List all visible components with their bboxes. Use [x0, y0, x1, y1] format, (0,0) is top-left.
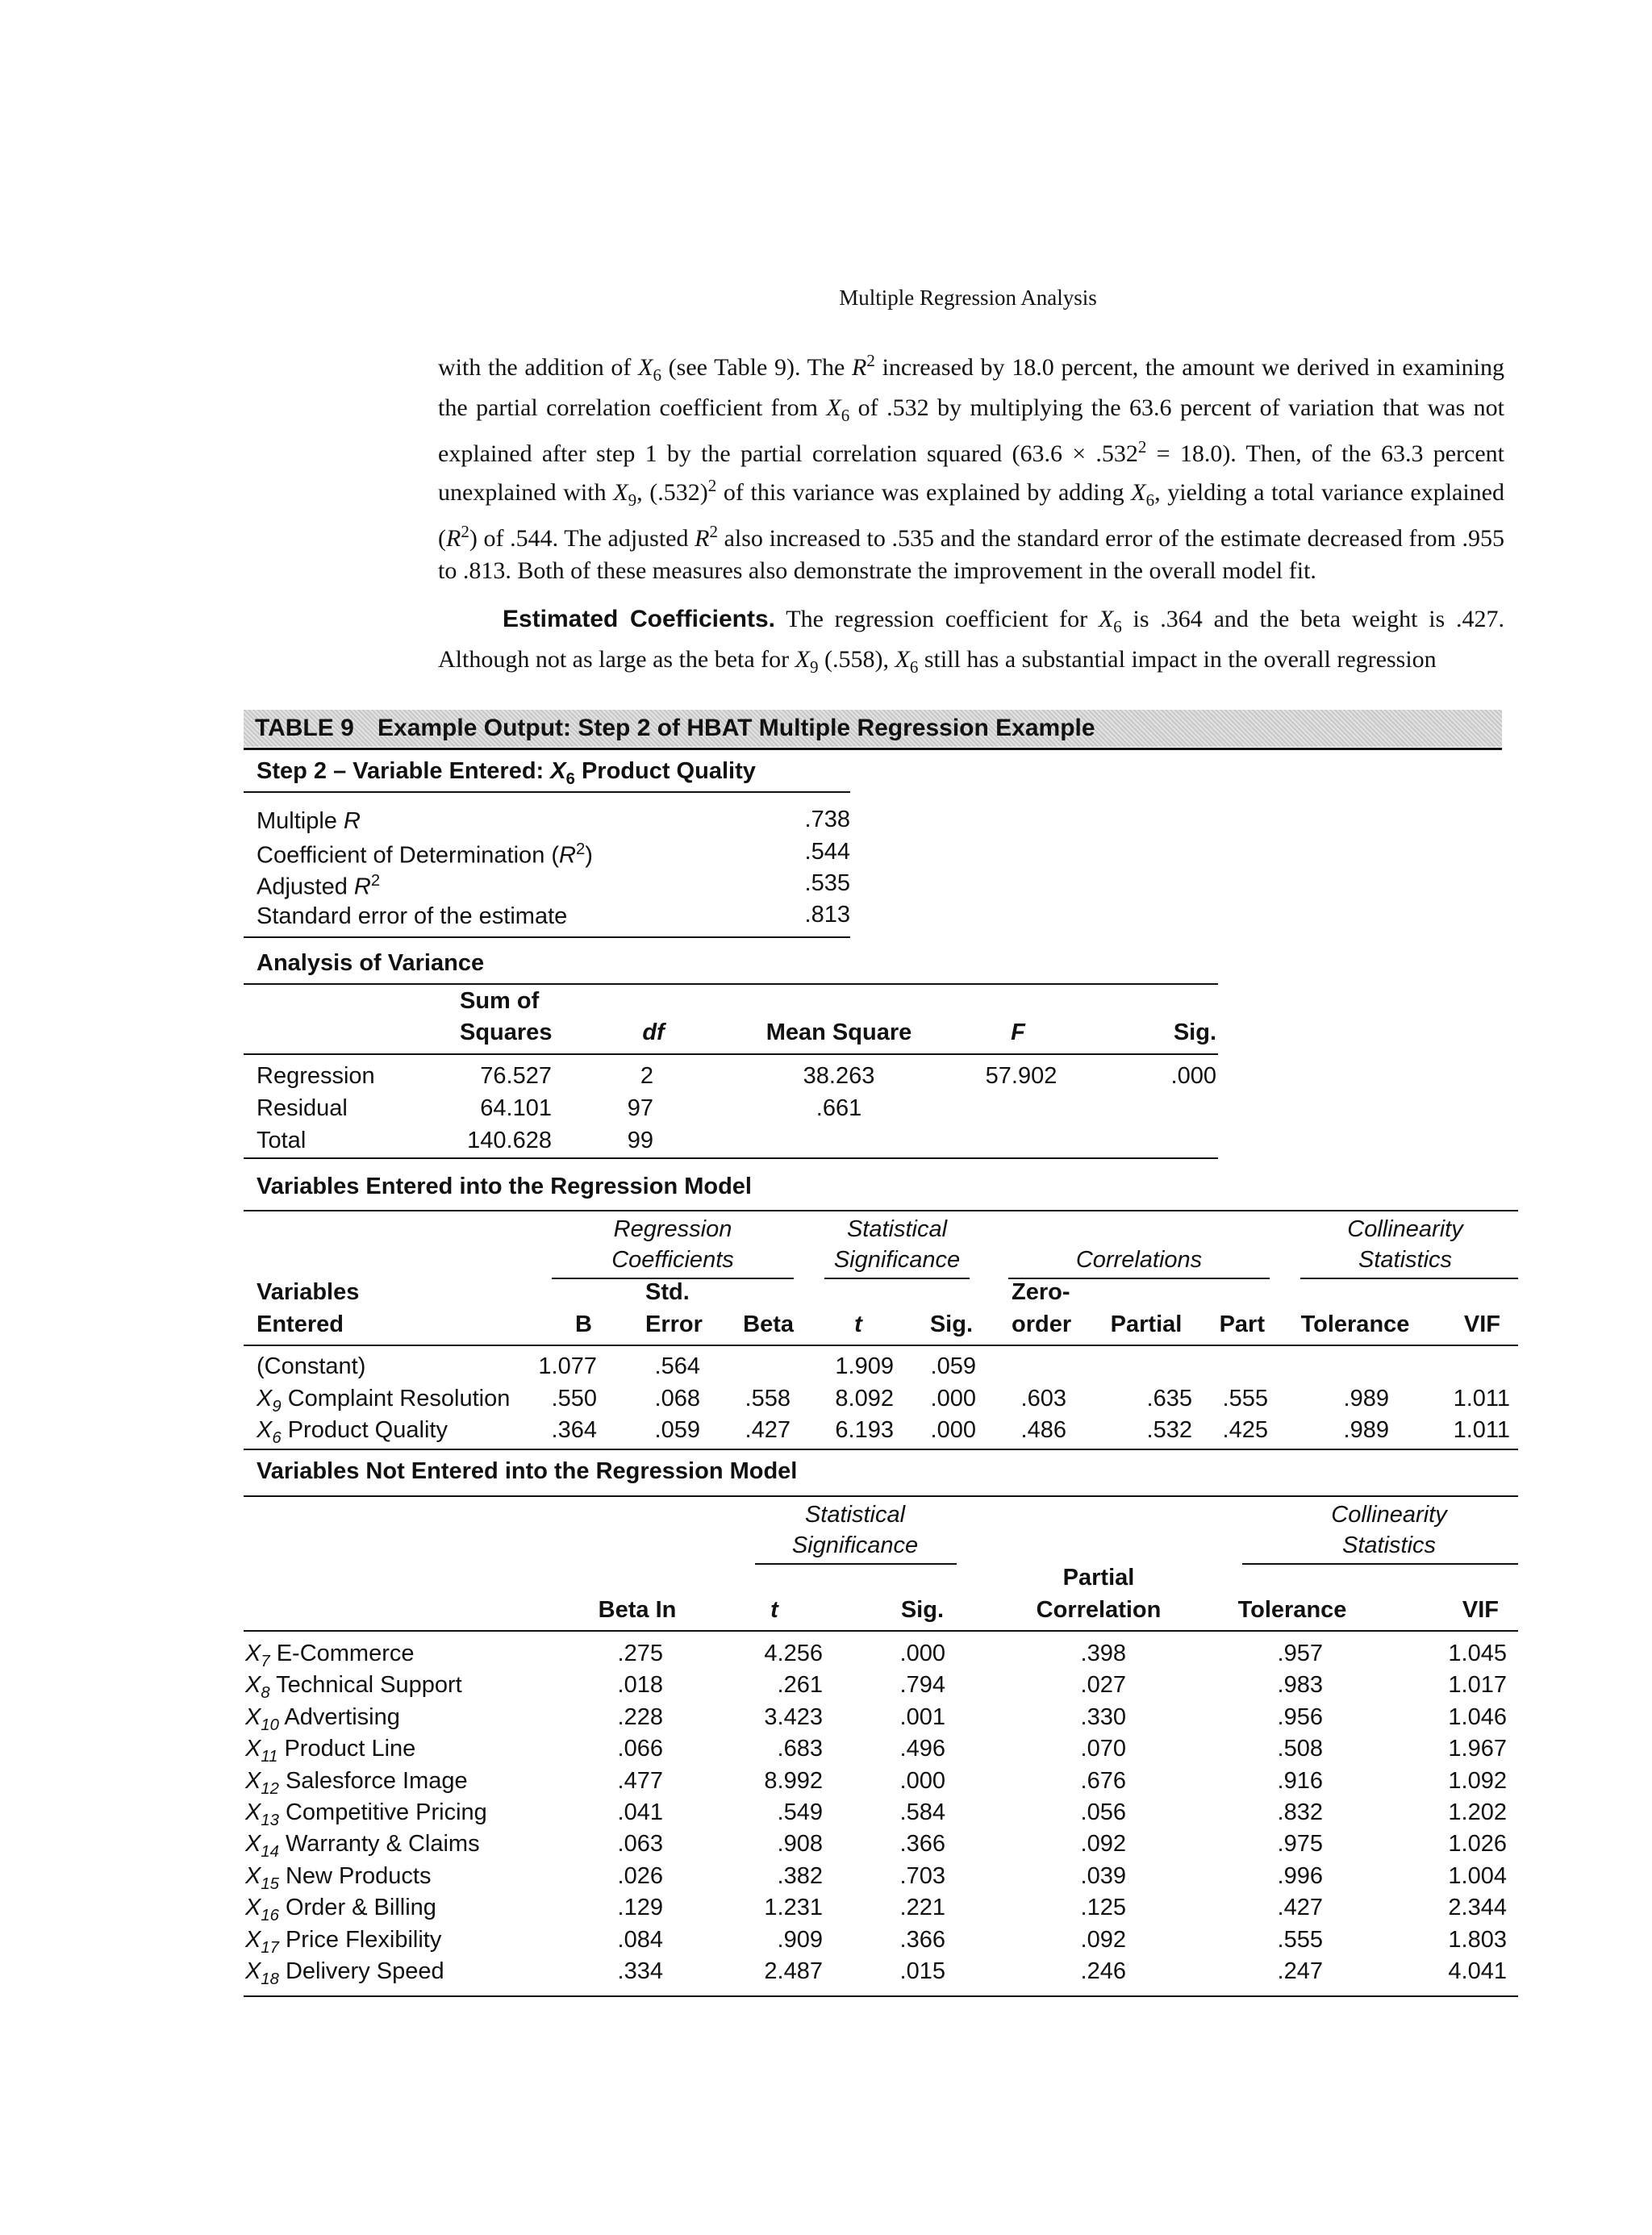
entered-title: Variables Entered into the Regression Model [257, 1174, 752, 1199]
variable-name: Warranty & Claims [285, 1831, 480, 1858]
not-entered-tolerance: .555 [1277, 1926, 1323, 1953]
not-entered-sig: .794 [899, 1672, 945, 1699]
entered-group-collinearity: Collinearity [1347, 1216, 1463, 1242]
step-rule [244, 791, 850, 793]
variable-name: E-Commerce [276, 1641, 415, 1666]
not-entered-t: .908 [777, 1831, 823, 1858]
not-entered-t: 1.231 [764, 1895, 823, 1921]
not-entered-partial-correlation: .398 [1080, 1641, 1126, 1666]
anova-header-ms: Mean Square [766, 1020, 912, 1045]
anova-header-sig: Sig. [1173, 1020, 1216, 1045]
table-bottom-rule [244, 1995, 1518, 1997]
variable-subscript: 11 [261, 1747, 278, 1766]
entered-bottom-rule [244, 1449, 1518, 1450]
not-entered-tolerance: .996 [1277, 1862, 1323, 1889]
not-entered-t: .382 [777, 1862, 823, 1889]
entered-group-regression: Coefficients [611, 1247, 734, 1273]
variable-name: Delivery Speed [285, 1958, 444, 1984]
anova-ss: 64.101 [480, 1095, 552, 1121]
anova-header-ss: Sum of [460, 988, 540, 1014]
not-entered-beta-in: .275 [617, 1641, 663, 1666]
not-entered-beta-in: .334 [617, 1958, 663, 1984]
entered-t: 8.092 [835, 1386, 894, 1411]
not-entered-beta-in: .129 [617, 1895, 663, 1921]
fit-bottom-rule [244, 936, 850, 938]
not-entered-group-significance: Statistical [804, 1502, 906, 1528]
entered-se: .059 [654, 1417, 700, 1443]
not-entered-t: 2.487 [764, 1958, 823, 1984]
entered-part: .555 [1222, 1386, 1268, 1411]
not-entered-group-collinearity: Statistics [1341, 1532, 1437, 1558]
table-title: Example Output: Step 2 of HBAT Multiple Regression Example [378, 715, 1095, 741]
not-entered-header-sig: Sig. [900, 1597, 944, 1623]
entered-header-rule [244, 1345, 1518, 1346]
table-label: TABLE 9 [255, 715, 354, 741]
entered-header-variables: Entered [257, 1311, 344, 1337]
fit-value: .738 [804, 807, 850, 832]
variable-x: $X_{15}$ [245, 1862, 279, 1893]
variable-subscript: 14 [261, 1843, 279, 1862]
variable-subscript: 13 [261, 1811, 279, 1829]
not-entered-tolerance: .508 [1277, 1736, 1323, 1762]
variable-name: (Constant) [257, 1353, 366, 1379]
not-entered-sig: .366 [899, 1926, 945, 1953]
variable-subscript: 17 [261, 1938, 279, 1957]
not-entered-sig: .001 [899, 1703, 945, 1730]
not-entered-vif: 1.046 [1448, 1703, 1507, 1730]
anova-top-rule [244, 983, 1218, 985]
entered-header-b: B [575, 1311, 592, 1337]
not-entered-vif: 1.202 [1448, 1799, 1507, 1825]
not-entered-t: 4.256 [764, 1641, 823, 1666]
not-entered-partial-correlation: .246 [1080, 1958, 1126, 1984]
entered-header-zero-order: Zero- [1012, 1279, 1070, 1305]
paragraph-1: with the addition of $X_6$ (see Table 9). The $R^2$ increased by 18.0 percent, the amount we derived in examining the partial correlation coefficient from $X_6$ of .532 by multiplying the 63.6 percent of variation that was not explained after step 1 by the partial correlation squared $(63.6 \times .532^2 = 18.0)$. Then, of the 63.3 percent unexplained with $X_9$, $(.532)^2$ of this variance was explained by adding $X_6$, yielding a total variance explained $(R^2)$ of .544. The adjusted $R^2$ also increased to .535 and the standard error of the estimate decreased from .955 to .813. Both of these measures also demonstrate the improvement in the overall model fit. [438, 351, 1505, 584]
not-entered-tolerance: .957 [1277, 1641, 1323, 1666]
not-entered-partial-correlation: .039 [1080, 1862, 1126, 1889]
not-entered-beta-in: .477 [617, 1767, 663, 1794]
not-entered-sig: .000 [899, 1641, 945, 1666]
not-entered-tolerance: .956 [1277, 1703, 1323, 1730]
not-entered-header-rule [244, 1630, 1518, 1632]
anova-header-rule [244, 1053, 1218, 1055]
variable-name: New Products [285, 1862, 432, 1889]
entered-sig: .000 [930, 1386, 976, 1411]
anova-source: Residual [257, 1095, 348, 1121]
entered-se: .564 [654, 1353, 700, 1379]
not-entered-tolerance: .247 [1277, 1958, 1323, 1984]
entered-part: .425 [1222, 1417, 1268, 1443]
anova-title: Analysis of Variance [257, 950, 485, 976]
anova-bottom-rule [244, 1157, 1218, 1159]
entered-header-se: Error [645, 1311, 703, 1337]
not-entered-variable [245, 1863, 431, 1894]
not-entered-beta-in: .063 [617, 1831, 663, 1858]
not-entered-partial-correlation: .056 [1080, 1799, 1126, 1825]
entered-vif: 1.011 [1453, 1417, 1510, 1443]
not-entered-variable [245, 1958, 444, 1989]
variable-name: Advertising [284, 1703, 400, 1730]
fit-label: Adjusted $R^2$ [257, 872, 381, 900]
not-entered-beta-in: .026 [617, 1862, 663, 1889]
not-entered-sig: .703 [899, 1862, 945, 1889]
entered-b: .550 [551, 1386, 597, 1411]
anova-df: 2 [640, 1063, 653, 1089]
entered-top-rule [244, 1210, 1518, 1211]
anova-df: 99 [627, 1128, 653, 1153]
entered-beta: .427 [745, 1417, 791, 1443]
not-entered-partial-correlation: .676 [1080, 1767, 1126, 1794]
entered-group-significance: Statistical [846, 1216, 948, 1242]
not-entered-partial-correlation: .027 [1080, 1672, 1126, 1699]
entered-group-rule [824, 1278, 970, 1279]
not-entered-tolerance: .983 [1277, 1672, 1323, 1699]
entered-group-collinearity: Statistics [1358, 1247, 1453, 1273]
step-heading: Step 2 – Variable Entered: $X_6$ Product Quality [257, 758, 756, 788]
not-entered-variable [245, 1895, 436, 1925]
entered-variable [257, 1353, 365, 1380]
entered-t: 1.909 [835, 1353, 894, 1379]
paragraph-2-lead: Estimated Coefficients. [503, 606, 776, 632]
not-entered-tolerance: .427 [1277, 1895, 1323, 1921]
variable-x: $X_{18}$ [245, 1958, 279, 1988]
entered-group-regression: Regression [613, 1216, 732, 1242]
variable-subscript: 16 [261, 1906, 279, 1924]
not-entered-sig: .000 [899, 1767, 945, 1794]
entered-header-part: Part [1219, 1311, 1265, 1337]
anova-ss: 140.628 [467, 1128, 552, 1153]
paragraph-2-text: The regression coefficient for $X_6$ is .364 and the beta weight is .427. Although not as large as the beta for $X_9$ (.558), $X_6$ still has a substantial impact in the overall regression [438, 606, 1504, 677]
not-entered-vif: 1.092 [1448, 1767, 1507, 1794]
entered-vif: 1.011 [1453, 1386, 1510, 1411]
fit-label: Standard error of the estimate [257, 903, 568, 929]
not-entered-vif: 1.967 [1448, 1736, 1507, 1762]
anova-source: Total [257, 1128, 307, 1153]
variable-x: $X_8$ [245, 1672, 270, 1703]
variable-x: $X_6$ [257, 1417, 282, 1447]
not-entered-beta-in: .084 [617, 1926, 663, 1953]
anova-header-df: df [642, 1020, 665, 1045]
not-entered-top-rule [244, 1495, 1518, 1497]
not-entered-variable [245, 1927, 441, 1958]
variable-x: $X_{16}$ [245, 1895, 279, 1924]
entered-b: .364 [551, 1417, 597, 1443]
variable-name: Salesforce Image [285, 1767, 468, 1794]
anova-header-f: F [1011, 1020, 1025, 1045]
not-entered-beta-in: .066 [617, 1736, 663, 1762]
not-entered-t: 8.992 [764, 1767, 823, 1794]
not-entered-beta-in: .041 [617, 1799, 663, 1825]
not-entered-vif: 1.004 [1448, 1862, 1507, 1889]
not-entered-group-significance: Significance [791, 1532, 919, 1558]
anova-ms: .661 [816, 1095, 862, 1121]
variable-x: $X_{10}$ [245, 1703, 279, 1734]
entered-se: .068 [654, 1386, 700, 1411]
not-entered-group-collinearity: Collinearity [1331, 1502, 1447, 1528]
not-entered-t: .549 [777, 1799, 823, 1825]
not-entered-sig: .221 [899, 1895, 945, 1921]
not-entered-vif: 4.041 [1448, 1958, 1507, 1984]
not-entered-vif: 2.344 [1448, 1895, 1507, 1921]
not-entered-header-tolerance: Tolerance [1237, 1597, 1347, 1623]
not-entered-vif: 1.026 [1448, 1831, 1507, 1858]
entered-header-variables: Variables [257, 1279, 360, 1305]
not-entered-t: .683 [777, 1736, 823, 1762]
entered-header-t: t [854, 1311, 862, 1337]
anova-ss: 76.527 [480, 1063, 552, 1089]
not-entered-sig: .584 [899, 1799, 945, 1825]
anova-df: 97 [627, 1095, 653, 1121]
variable-subscript: 12 [261, 1779, 279, 1798]
entered-zero-order: .603 [1020, 1386, 1066, 1411]
not-entered-partial-correlation: .070 [1080, 1736, 1126, 1762]
entered-header-zero-order: order [1012, 1311, 1072, 1337]
not-entered-header-vif: VIF [1462, 1597, 1499, 1623]
anova-source: Regression [257, 1063, 375, 1089]
not-entered-header-t: t [770, 1597, 778, 1623]
not-entered-vif: 1.045 [1448, 1641, 1507, 1666]
variable-name: Order & Billing [285, 1895, 436, 1921]
not-entered-partial-correlation: .092 [1080, 1926, 1126, 1953]
variable-x: $X_7$ [245, 1641, 270, 1670]
not-entered-group-rule [1242, 1563, 1518, 1565]
not-entered-tolerance: .832 [1277, 1799, 1323, 1825]
anova-header-ss: Squares [460, 1020, 553, 1045]
entered-group-rule [1300, 1278, 1518, 1279]
entered-t: 6.193 [835, 1417, 894, 1443]
not-entered-variable [245, 1641, 415, 1671]
variable-subscript: 15 [261, 1874, 279, 1893]
not-entered-header-partial-correlation: Partial [1062, 1565, 1135, 1591]
variable-x: $X_9$ [257, 1386, 282, 1416]
variable-name: Product Line [284, 1736, 416, 1762]
variable-name: Product Quality [287, 1417, 448, 1443]
not-entered-header-partial-correlation: Correlation [1036, 1597, 1162, 1623]
entered-header-beta: Beta [743, 1311, 794, 1337]
not-entered-header-beta-in: Beta In [598, 1597, 677, 1623]
not-entered-sig: .496 [899, 1736, 945, 1762]
variable-subscript: 8 [261, 1684, 270, 1703]
not-entered-t: .261 [777, 1672, 823, 1699]
entered-header-se: Std. [645, 1279, 690, 1305]
entered-header-sig: Sig. [929, 1311, 973, 1337]
entered-partial: .532 [1146, 1417, 1192, 1443]
variable-x: $X_{14}$ [245, 1831, 279, 1862]
variable-name: Technical Support [276, 1672, 462, 1699]
variable-name: Competitive Pricing [285, 1799, 487, 1825]
variable-x: $X_{17}$ [245, 1926, 279, 1957]
variable-subscript: 10 [261, 1716, 279, 1734]
running-head: Multiple Regression Analysis [839, 286, 1097, 310]
fit-value: .544 [804, 839, 850, 865]
not-entered-vif: 1.803 [1448, 1926, 1507, 1953]
variable-subscript: 6 [272, 1428, 282, 1447]
not-entered-vif: 1.017 [1448, 1672, 1507, 1699]
entered-group-correlations: Correlations [1075, 1247, 1203, 1273]
not-entered-variable [245, 1736, 415, 1766]
entered-tolerance: .989 [1343, 1417, 1389, 1443]
not-entered-t: 3.423 [764, 1703, 823, 1730]
not-entered-sig: .015 [899, 1958, 945, 1984]
variable-x: $X_{12}$ [245, 1767, 279, 1798]
not-entered-variable [245, 1704, 400, 1735]
entered-partial: .635 [1146, 1386, 1192, 1411]
not-entered-beta-in: .018 [617, 1672, 663, 1699]
variable-x: $X_{13}$ [245, 1799, 279, 1829]
table-banner [244, 710, 1502, 747]
fit-label: Coefficient of Determination $(R^2)$ [257, 840, 593, 869]
entered-beta: .558 [745, 1386, 791, 1411]
entered-tolerance: .989 [1343, 1386, 1389, 1411]
not-entered-partial-correlation: .125 [1080, 1895, 1126, 1921]
paragraph-2 [438, 603, 1504, 683]
anova-f: 57.902 [985, 1063, 1058, 1089]
entered-header-tolerance: Tolerance [1300, 1311, 1410, 1337]
variable-subscript: 18 [261, 1970, 279, 1988]
variable-name: Complaint Resolution [287, 1386, 511, 1411]
fit-label: Multiple R [257, 808, 361, 834]
not-entered-partial-correlation: .092 [1080, 1831, 1126, 1858]
entered-b: 1.077 [538, 1353, 597, 1379]
not-entered-partial-correlation: .330 [1080, 1703, 1126, 1730]
not-entered-group-rule [755, 1563, 957, 1565]
entered-header-vif: VIF [1463, 1311, 1500, 1337]
entered-sig: .000 [930, 1417, 976, 1443]
variable-subscript: 9 [272, 1397, 282, 1416]
entered-sig: .059 [930, 1353, 976, 1379]
anova-sig: .000 [1170, 1063, 1216, 1089]
not-entered-tolerance: .975 [1277, 1831, 1323, 1858]
not-entered-tolerance: .916 [1277, 1767, 1323, 1794]
variable-x: $X_{11}$ [245, 1736, 278, 1766]
not-entered-title: Variables Not Entered into the Regression Model [257, 1458, 798, 1484]
table-top-rule [244, 748, 1502, 750]
entered-zero-order: .486 [1020, 1417, 1066, 1443]
entered-group-significance: Significance [833, 1247, 961, 1273]
not-entered-sig: .366 [899, 1831, 945, 1858]
not-entered-beta-in: .228 [617, 1703, 663, 1730]
entered-header-partial: Partial [1110, 1311, 1183, 1337]
fit-value: .813 [804, 902, 850, 928]
fit-value: .535 [804, 870, 850, 896]
variable-subscript: 7 [261, 1652, 270, 1670]
not-entered-t: .909 [777, 1926, 823, 1953]
anova-ms: 38.263 [803, 1063, 875, 1089]
variable-name: Price Flexibility [285, 1926, 442, 1953]
